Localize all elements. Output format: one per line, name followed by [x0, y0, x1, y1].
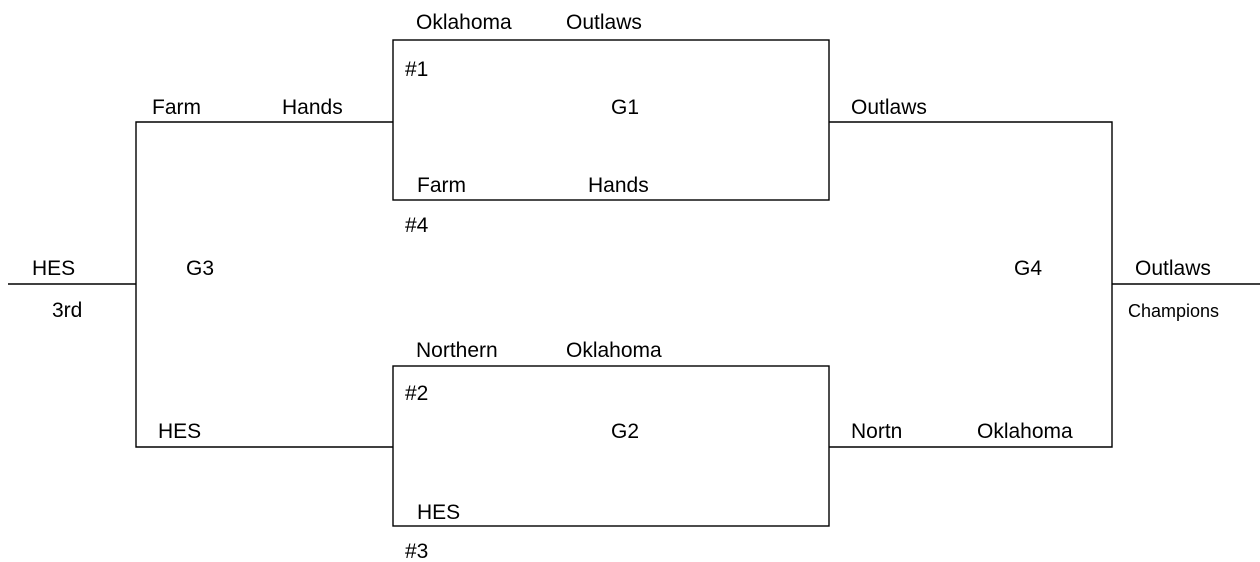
g1-seed-bottom: #4: [405, 214, 429, 237]
g2-game-label: G2: [611, 420, 640, 443]
g3-top-team-b: Hands: [282, 96, 343, 119]
g2-seed-top: #2: [405, 382, 429, 405]
g4-game-label: G4: [1014, 257, 1043, 280]
third-place-label: 3rd: [52, 299, 83, 322]
champion-label: Champions: [1128, 301, 1220, 321]
g3-top-team-a: Farm: [152, 96, 201, 119]
g1-top-team-b: Outlaws: [566, 11, 642, 34]
third-place-team: HES: [32, 257, 76, 280]
g1-bottom-team-b: Hands: [588, 174, 649, 197]
g2-top-team-a: Northern: [416, 339, 498, 362]
champion-team: Outlaws: [1135, 257, 1211, 280]
g3-bottom-team: HES: [158, 420, 202, 443]
g1-bottom-team-a: Farm: [417, 174, 466, 197]
g1-top-team-a: Oklahoma: [416, 11, 512, 34]
g2-top-team-b: Oklahoma: [566, 339, 662, 362]
g1-game-label: G1: [611, 96, 640, 119]
g3-game-label: G3: [186, 257, 215, 280]
g3-bracket-line: [136, 122, 393, 447]
g2-seed-bottom: #3: [405, 540, 429, 562]
g2-winner-b: Oklahoma: [977, 420, 1073, 443]
g4-bracket-line: [829, 122, 1112, 447]
g1-winner: Outlaws: [851, 96, 927, 119]
g2-winner-a: Nortn: [851, 420, 903, 443]
g2-bottom-team: HES: [417, 501, 461, 524]
g1-seed-top: #1: [405, 58, 429, 81]
